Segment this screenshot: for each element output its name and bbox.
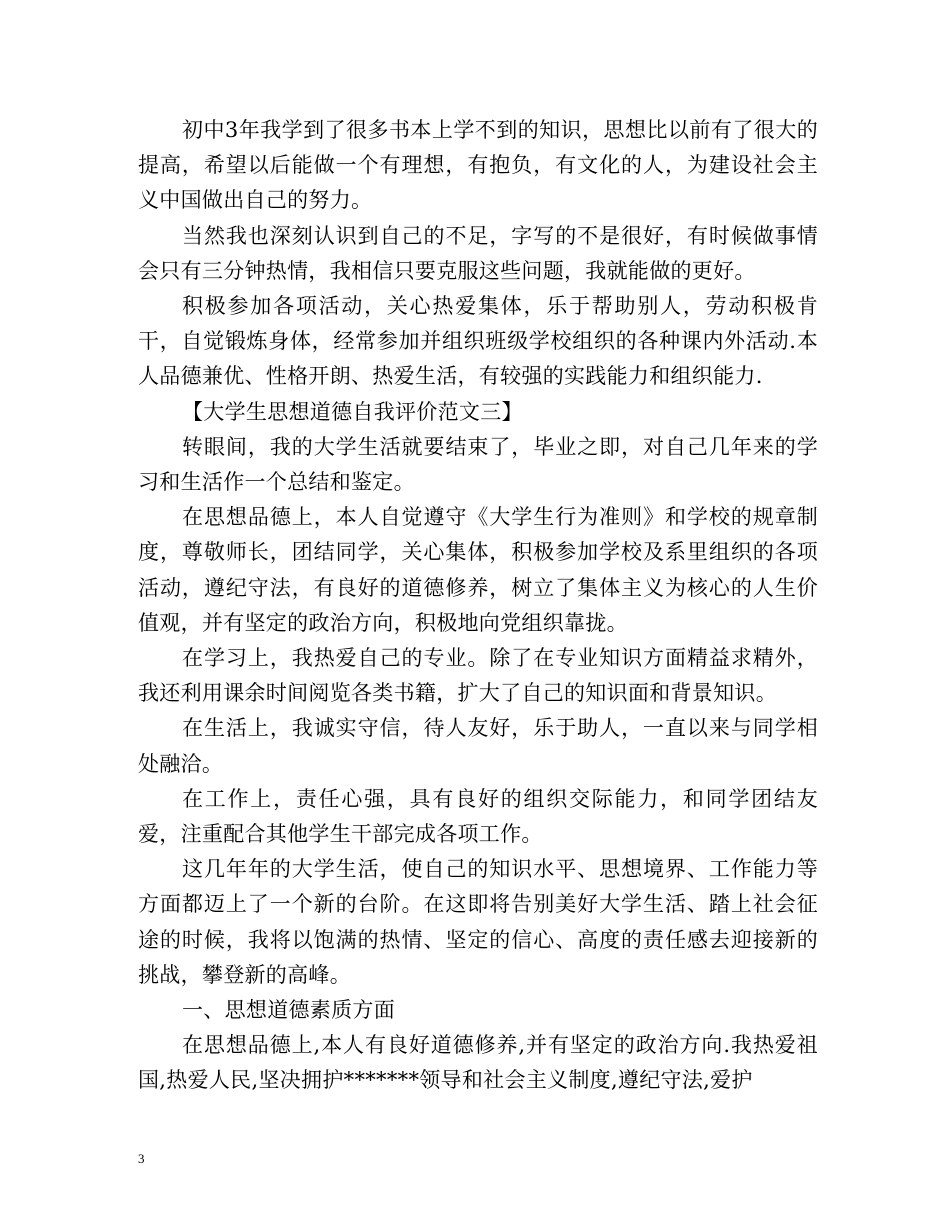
paragraph-1: 初中3年我学到了很多书本上学不到的知识，思想比以前有了很大的提高，希望以后能做一个有理想，有抱负，有文化的人，为建设社会主义中国做出自己的努力。 [138,118,818,213]
paragraph-4: 转眼间，我的大学生活就要结束了，毕业之即，对自己几年来的学习和生活作一个总结和鉴定。 [138,434,818,495]
section-heading-essay-three: 【大学生思想道德自我评价范文三】 [182,399,523,424]
section-heading-moral-quality: 一、思想道德素质方面 [182,998,395,1023]
paragraph-10: 在思想品德上,本人有良好道德修养,并有坚定的政治方向.我热爱祖国,热爱人民,坚决拥护*******领导和社会主义制度,遵纪守法,爱护 [138,1033,818,1093]
paragraph-3: 积极参加各项活动，关心热爱集体，乐于帮助别人，劳动积极肯干，自觉锻炼身体，经常参加并组织班级学校组织的各种课内外活动.本人品德兼优、性格开朗、热爱生活，有较强的实践能力和组织能力. [138,294,818,389]
paragraph-2: 当然我也深刻认识到自己的不足，字写的不是很好，有时候做事情会只有三分钟热情，我相信只要克服这些问题，我就能做的更好。 [138,223,818,283]
paragraph-9: 这几年年的大学生活，使自己的知识水平、思想境界、工作能力等方面都迈上了一个新的台阶。在这即将告别美好大学生活、踏上社会征途的时候，我将以饱满的热情、坚定的信心、高度的责任感去迎接新的挑战，攀登新的高峰。 [138,857,818,987]
paragraph-7: 在生活上，我诚实守信，待人友好，乐于助人，一直以来与同学相处融洽。 [138,716,818,776]
paragraph-8: 在工作上，责任心强，具有良好的组织交际能力，和同学团结友爱，注重配合其他学生干部完成各项工作。 [138,786,818,847]
document-body [138,113,818,1099]
paragraph-5: 在思想品德上，本人自觉遵守《大学生行为准则》和学校的规章制度，尊敬师长，团结同学，关心集体，积极参加学校及系里组织的各项活动，遵纪守法，有良好的道德修养，树立了集体主义为核心的人生价值观，并有坚定的政治方向，积极地向党组织靠拢。 [138,505,818,635]
page-number: 3 [138,1151,145,1166]
paragraph-6: 在学习上，我热爱自己的专业。除了在专业知识方面精益求精外，我还利用课余时间阅览各类书籍，扩大了自己的知识面和背景知识。 [138,646,818,706]
